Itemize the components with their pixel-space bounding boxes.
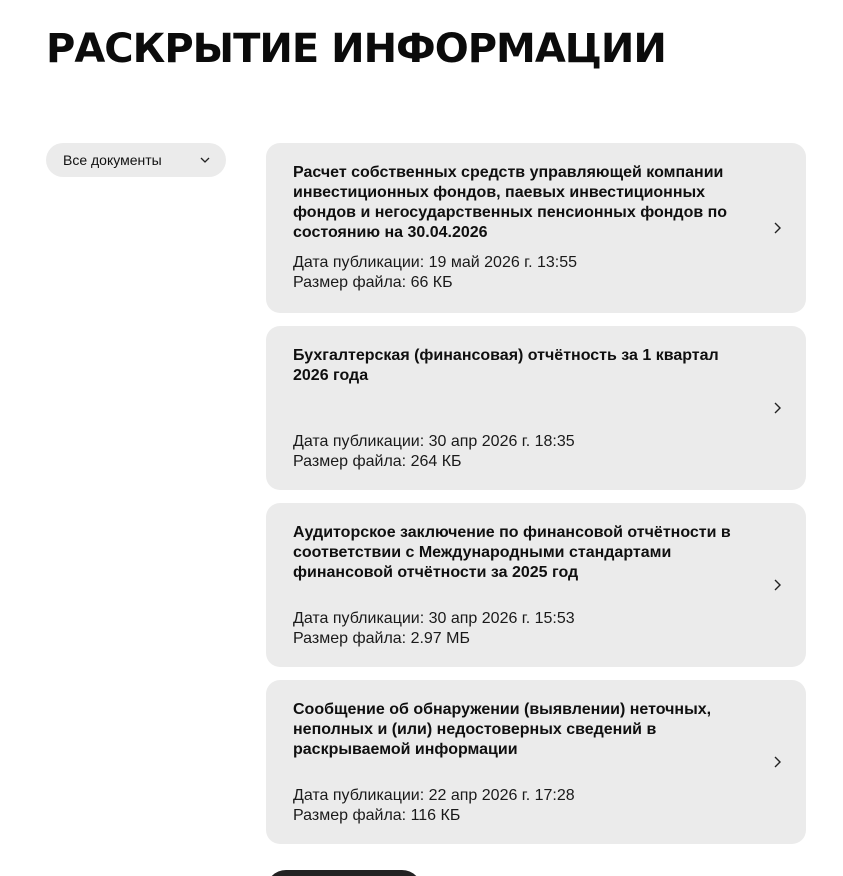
documents-filter-dropdown[interactable] [46, 143, 226, 177]
document-date: Дата публикации: 22 апр 2026 г. 17:28 [293, 787, 575, 804]
load-more-button[interactable] [266, 870, 422, 876]
document-date: Дата публикации: 19 май 2026 г. 13:55 [293, 254, 577, 271]
document-title: Аудиторское заключение по финансовой отчётности в соответствии с Международными стандартами финансовой отчётности за 2025 год [293, 524, 731, 581]
document-card[interactable] [266, 503, 806, 667]
chevron-right-icon [772, 221, 782, 235]
chevron-right-icon [772, 755, 782, 769]
document-title: Сообщение об обнаружении (выявлении) неточных, неполных и (или) недостоверных сведений в раскрываемой информации [293, 701, 712, 758]
document-size: Размер файла: 66 КБ [293, 274, 453, 291]
document-date: Дата публикации: 30 апр 2026 г. 15:53 [293, 610, 575, 627]
document-meta [293, 609, 746, 649]
document-card[interactable] [266, 143, 806, 313]
document-size: Размер файла: 264 КБ [293, 453, 462, 470]
document-size: Размер файла: 116 КБ [293, 807, 461, 824]
filter-label: Все документы [63, 152, 162, 168]
document-list [266, 143, 806, 857]
document-meta [293, 432, 746, 472]
chevron-right-icon [772, 578, 782, 592]
document-meta [293, 253, 746, 293]
page-title: РАСКРЫТИЕ ИНФОРМАЦИИ [46, 26, 666, 72]
document-card[interactable] [266, 680, 806, 844]
document-title: Расчет собственных средств управляющей компании инвестиционных фондов, паевых инвестиционных фондов и негосударственных пенсионных фондов по состоянию на 30.04.2026 [293, 164, 728, 241]
document-size: Размер файла: 2.97 МБ [293, 630, 470, 647]
document-date: Дата публикации: 30 апр 2026 г. 18:35 [293, 433, 575, 450]
chevron-right-icon [772, 401, 782, 415]
document-card[interactable] [266, 326, 806, 490]
document-title: Бухгалтерская (финансовая) отчётность за 1 квартал 2026 года [293, 347, 719, 384]
document-meta [293, 786, 746, 826]
chevron-down-icon [200, 155, 210, 165]
